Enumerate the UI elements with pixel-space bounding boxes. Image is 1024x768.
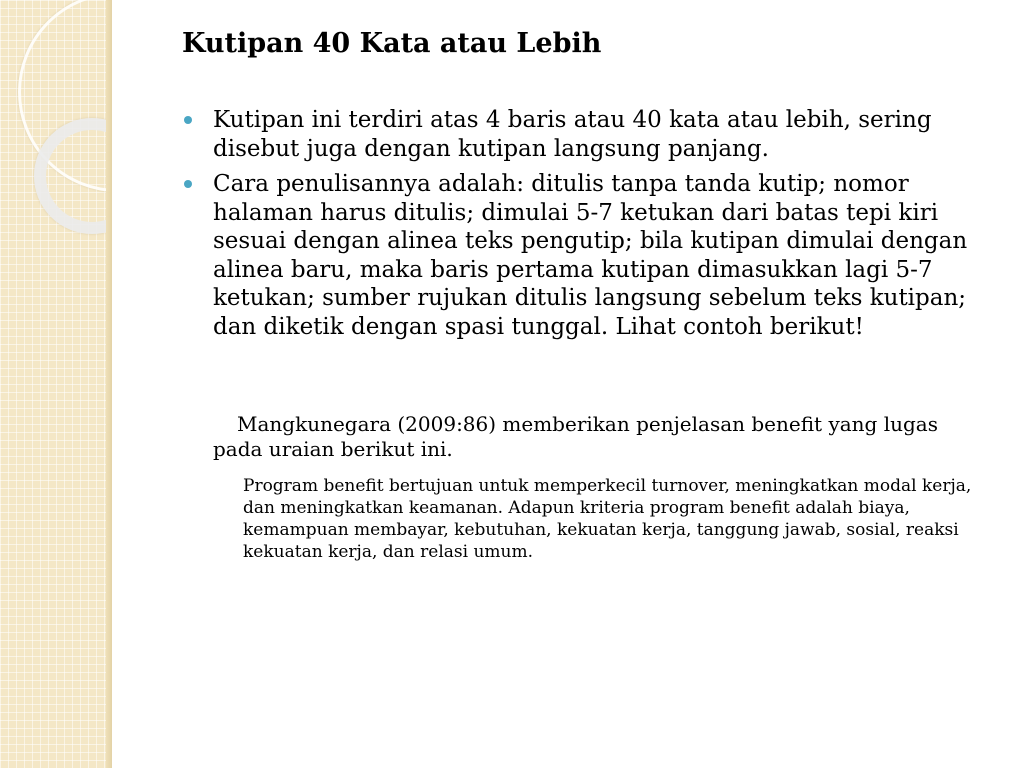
block-quotation: Program benefit bertujuan untuk memperkecil turnover, meningkatkan modal kerja, dan meningkatkan keamanan. Adapun kriteria program benefit adalah biaya, kemampuan membayar, kebutuhan, kekuatan kerja, tanggung jawab, sosial, reaksi kekuatan kerja, dan relasi umum. xyxy=(243,476,972,562)
bullet-item xyxy=(182,170,992,341)
bullet-text: Kutipan ini terdiri atas 4 baris atau 40 kata atau lebih, sering disebut juga dengan kutipan langsung panjang. xyxy=(213,107,932,162)
bullet-text: Cara penulisannya adalah: ditulis tanpa tanda kutip; nomor halaman harus ditulis; dimulai 5-7 ketukan dari batas tepi kiri sesuai dengan alinea teks pengutip; bila kutipan dimulai dengan alinea baru, maka baris pertama kutipan dimasukkan lagi 5-7 ketukan; sumber rujukan ditulis langsung sebelum teks kutipan; dan diketik dengan spasi tunggal. Lihat contoh berikut! xyxy=(213,171,968,340)
bullet-list xyxy=(182,106,992,348)
bullet-item xyxy=(182,106,992,163)
slide-title: Kutipan 40 Kata atau Lebih xyxy=(182,28,602,59)
quote-introduction: Mangkunegara (2009:86) memberikan penjelasan benefit yang lugas pada uraian berikut ini. xyxy=(213,412,938,461)
bullet-dot-icon xyxy=(184,116,192,124)
bullet-dot-icon xyxy=(184,180,192,188)
